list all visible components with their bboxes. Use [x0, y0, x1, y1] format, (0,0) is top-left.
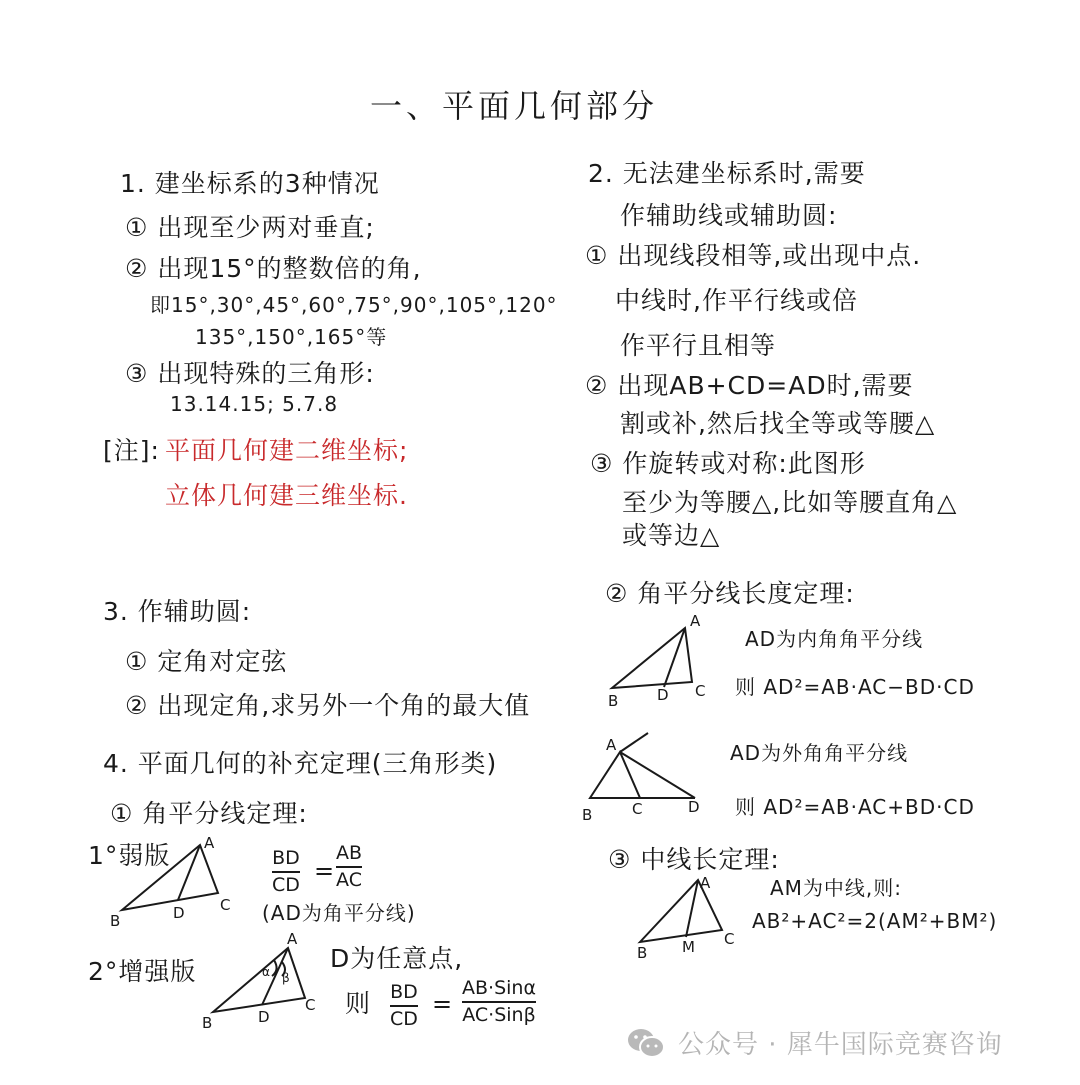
section-2-item-1-cont-2: 作平行且相等 [620, 331, 777, 360]
fraction-numerator: BD [272, 847, 300, 869]
label-d: D [258, 1008, 270, 1026]
note-line-2: 立体几何建三维坐标. [165, 481, 408, 510]
label-d: D [173, 904, 185, 922]
section-1-item-2-angles: 即15°,30°,45°,60°,75°,90°,105°,120° [150, 293, 558, 317]
outer-bisector-label: AD为外角角平分线 [730, 741, 909, 765]
equals-sign: = [314, 857, 335, 885]
section-2-item-3-cont-2: 或等边△ [622, 521, 721, 550]
fraction-numerator: BD [390, 981, 418, 1003]
label-c: C [632, 800, 643, 818]
section-1-item-1: ① 出现至少两对垂直; [125, 213, 375, 242]
section-2-item-2-cont: 割或补,然后找全等或等腰△ [620, 409, 936, 438]
section-2-item-3: ③ 作旋转或对称:此图形 [590, 449, 866, 478]
section-3-item-1: ① 定角对定弦 [125, 647, 288, 676]
section-1-heading: 1. 建坐标系的3种情况 [120, 169, 380, 198]
fraction-denominator: CD [390, 1007, 418, 1030]
d-arbitrary-note: D为任意点, [330, 944, 464, 973]
wechat-icon [626, 1026, 666, 1060]
note-line-1: 平面几何建二维坐标; [165, 436, 409, 465]
strong-version-tag: 2°增强版 [88, 957, 197, 986]
label-c: C [724, 930, 735, 948]
median-heading: ③ 中线长定理: [608, 845, 780, 874]
label-b: B [608, 692, 619, 710]
then-label: 则 [345, 989, 372, 1018]
median-label: AM为中线,则: [770, 876, 903, 900]
section-4-subheading: ① 角平分线定理: [110, 799, 308, 828]
section-2-item-1: ① 出现线段相等,或出现中点. [585, 241, 922, 270]
label-c: C [305, 996, 316, 1014]
fraction-numerator: AB [336, 842, 363, 864]
label-d: D [657, 686, 669, 704]
section-4-heading: 4. 平面几何的补充定理(三角形类) [103, 749, 498, 778]
median-formula: AB²+AC²=2(AM²+BM²) [752, 909, 998, 933]
watermark-text: 公众号 · 犀牛国际竞赛咨询 [678, 1030, 1003, 1060]
section-3-heading: 3. 作辅助圆: [103, 597, 252, 626]
weak-version-tag: 1°弱版 [88, 841, 171, 870]
bisector-length-heading: ② 角平分线长度定理: [605, 579, 855, 608]
label-m: M [682, 938, 695, 956]
section-1-item-2-angles-cont: 135°,150°,165°等 [195, 325, 388, 349]
label-a: A [606, 736, 617, 754]
fraction-denominator: CD [272, 873, 300, 896]
inner-bisector-formula: 则 AD²=AB·AC−BD·CD [735, 675, 975, 699]
section-2-item-3-cont: 至少为等腰△,比如等腰直角△ [622, 488, 958, 517]
watermark [626, 1024, 1003, 1061]
label-a: A [204, 834, 215, 852]
label-alpha: α [262, 965, 270, 979]
section-1-item-3-values: 13.14.15; 5.7.8 [170, 392, 339, 416]
section-2-heading-line-1: 2. 无法建坐标系时,需要 [588, 159, 866, 188]
label-c: C [220, 896, 231, 914]
label-b: B [202, 1014, 213, 1032]
section-1-item-3: ③ 出现特殊的三角形: [125, 359, 375, 388]
outer-bisector-formula: 则 AD²=AB·AC+BD·CD [735, 795, 975, 819]
equals-sign: = [432, 990, 453, 1018]
fraction-numerator: AB·Sinα [462, 977, 536, 999]
note-tag: [注]: [103, 436, 160, 465]
weak-version-note: (AD为角平分线) [262, 901, 416, 925]
label-b: B [637, 944, 648, 962]
section-1-item-2: ② 出现15°的整数倍的角, [125, 254, 422, 283]
section-2-heading-line-2: 作辅助线或辅助圆: [620, 201, 838, 230]
label-b: B [110, 912, 121, 930]
weak-bisector-triangle [122, 845, 218, 910]
label-a: A [287, 930, 298, 948]
fraction-denominator: AC [336, 868, 362, 891]
section-3-item-2: ② 出现定角,求另外一个角的最大值 [125, 691, 531, 720]
inner-bisector-triangle [612, 628, 692, 688]
label-beta: β [282, 971, 290, 985]
page-title: 一、平面几何部分 [370, 87, 659, 125]
label-c: C [695, 682, 706, 700]
section-2-item-2: ② 出现AB+CD=AD时,需要 [585, 371, 914, 400]
fraction-denominator: AC·Sinβ [462, 1003, 536, 1026]
label-d: D [688, 798, 700, 816]
label-a: A [700, 874, 711, 892]
inner-bisector-label: AD为内角角平分线 [745, 627, 924, 651]
strong-version-triangle [213, 948, 305, 1012]
label-b: B [582, 806, 593, 824]
label-a: A [690, 612, 701, 630]
section-2-item-1-cont: 中线时,作平行线或倍 [615, 286, 858, 315]
